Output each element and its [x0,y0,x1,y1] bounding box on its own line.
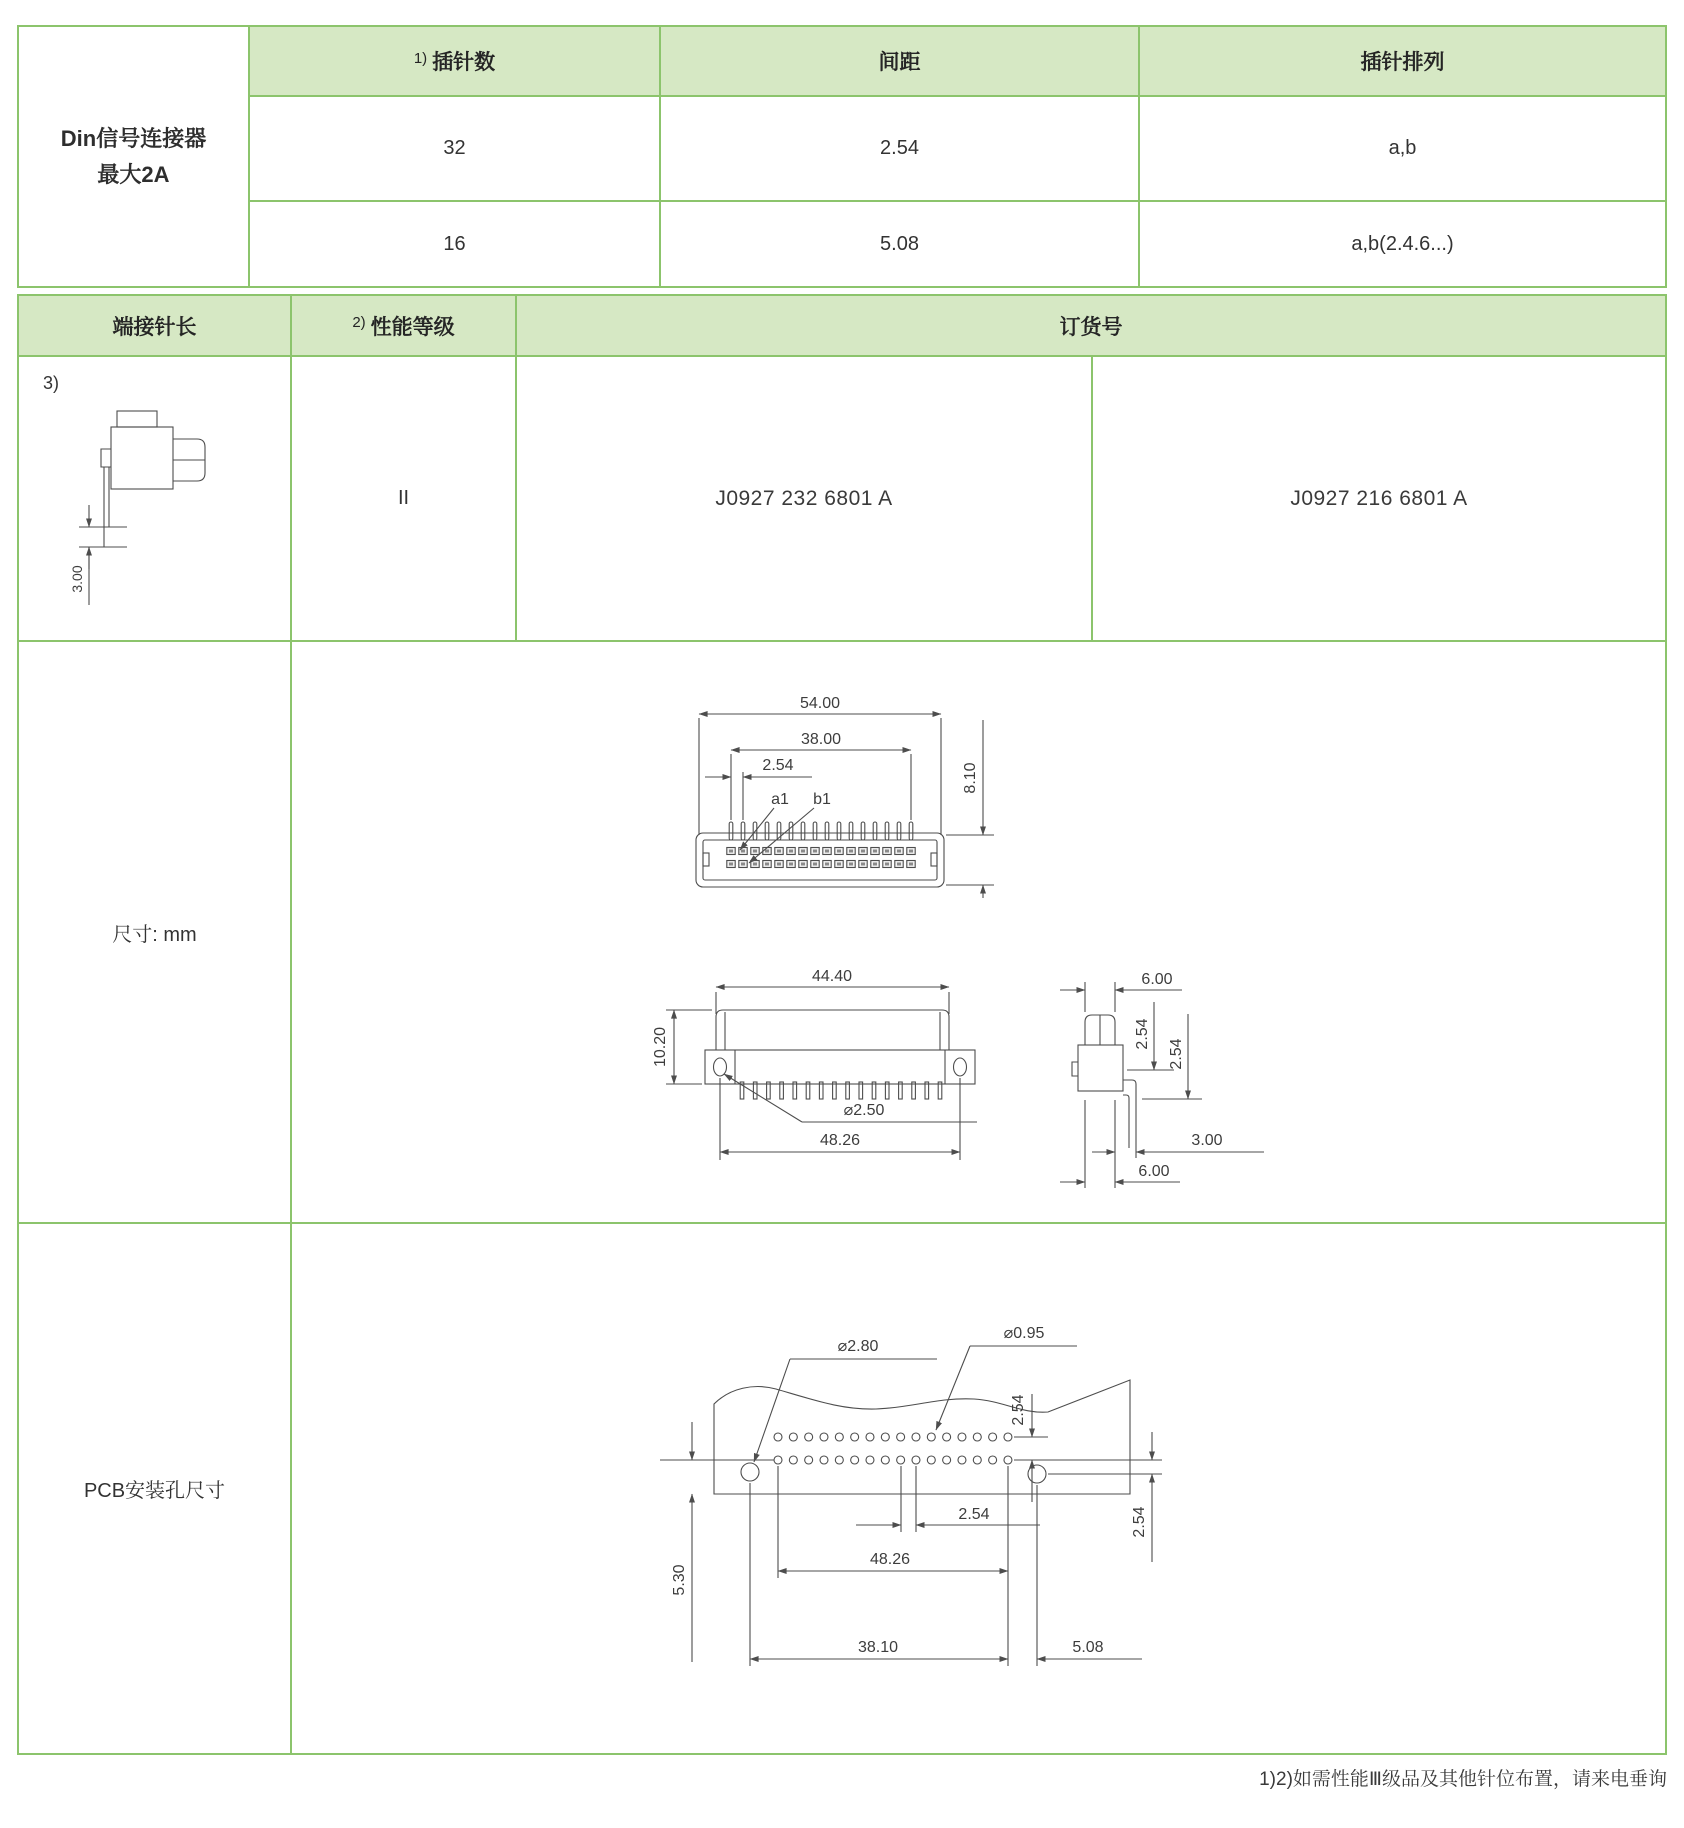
pitch-row2: 5.08 [661,202,1138,286]
dim-3810: 38.10 [857,1639,899,1656]
label-a1: a1 [771,791,789,808]
product-rating: 最大2A [97,161,170,187]
label-b1: b1 [813,791,831,808]
product-cell [19,27,248,286]
dim-300-tail: 3.00 [69,565,85,593]
order-row [19,357,1665,640]
detail-table [17,294,1667,1755]
footnote: 1)2)如需性能Ⅲ级品及其他针位布置，请来电垂询 [1259,1769,1667,1790]
footnote-ref-3: 3) [43,373,60,393]
dim-254-pitch: 2.54 [958,1506,990,1523]
dim-810: 8.10 [962,762,979,794]
dim-3800: 38.00 [800,731,842,748]
pin-count-row2: 16 [250,202,659,286]
pcb-label: PCB安装孔尺寸 [19,1224,290,1753]
footnote-ref-1: 1) [413,49,428,67]
dim-1020: 10.20 [652,1026,669,1068]
header-order-no: 订货号 [517,296,1665,355]
dimension-drawings-cell [292,642,1665,1222]
dim-254-side-a: 2.54 [1134,1018,1151,1050]
grade-value: II [292,357,515,640]
dim-280: ⌀2.80 [837,1338,879,1355]
dim-250: ⌀2.50 [843,1102,885,1119]
dim-530: 5.30 [671,1564,688,1596]
arrangement-row2: a,b(2.4.6...) [1140,202,1665,286]
drawing-side-view [1042,960,1312,1196]
order-number-232: J0927 232 6801 A [517,357,1091,640]
tail-length-drawing [65,397,255,632]
arrangement-row1: a,b [1140,97,1665,200]
dim-095: ⌀0.95 [1003,1325,1045,1342]
dim-254-side-b: 2.54 [1168,1038,1185,1070]
dim-4826-bottom: 48.26 [819,1132,861,1149]
header-pitch: 间距 [661,27,1138,95]
tail-length-drawing-cell [19,357,290,640]
order-number-216: J0927 216 6801 A [1093,357,1665,640]
dim-4826-pcb: 48.26 [869,1551,911,1568]
dim-300-side: 3.00 [1191,1132,1223,1149]
pin-count-row1: 32 [250,97,659,200]
footnote-ref-2: 2) [352,314,366,331]
spec-table [17,25,1667,288]
dimensions-row [19,642,1665,1222]
dim-5400: 54.00 [799,695,841,712]
pcb-row [19,1224,1665,1753]
header-arrangement: 插针排列 [1140,27,1665,95]
dim-600-bottom: 6.00 [1138,1163,1170,1180]
dimensions-label: 尺寸: mm [19,642,290,1222]
dim-254-hole: 2.54 [1131,1506,1148,1538]
dim-600-top: 6.00 [1141,971,1173,988]
drawing-pcb-holes [562,1280,1162,1714]
header-pin-count: 1) 插针数 [250,27,659,95]
drawing-front-view [662,650,1012,902]
detail-header-row [19,296,1665,355]
header-tail-length: 端接针长 [19,296,290,355]
dim-254-rows: 2.54 [1010,1394,1027,1426]
product-name: Din信号连接器 [60,126,207,152]
pcb-drawing-cell [292,1224,1665,1753]
pitch-row1: 2.54 [661,97,1138,200]
drawing-bottom-view [642,960,987,1174]
dim-254-front: 2.54 [762,757,794,774]
header-grade: 2) 性能等级 [292,296,515,355]
dim-508: 5.08 [1072,1639,1104,1656]
dim-4440: 44.40 [811,968,853,985]
